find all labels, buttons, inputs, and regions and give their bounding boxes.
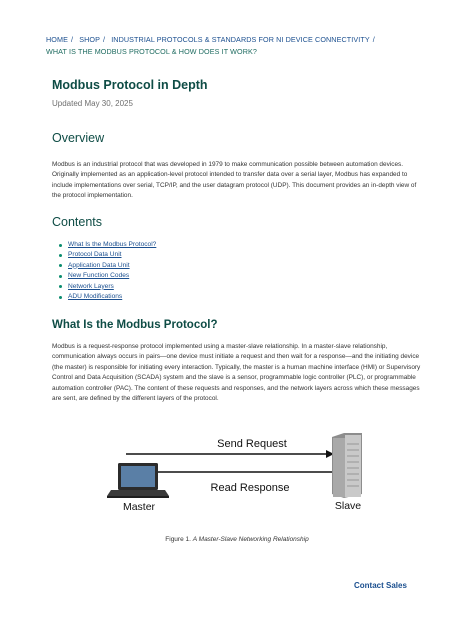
toc-link-adu-modifications[interactable]: ADU Modifications — [68, 293, 123, 301]
contents-heading: Contents — [52, 215, 103, 229]
section-text: Modbus is a request-response protocol implemented using a master-slave relationship. In a master-slave relationship, communication always occurs in pairs—one device must initiate a request and then wait for a response—and the initiating device (the master) is responsible for initiating every interaction. Typically, the master is a human machine interface (HMI) or Supervisory Control and Data Acquisition (SCADA) system and the slave is a sensor, programmable logic controller (PLC), or programmable automation controller (PAC). The content of these requests and responses, and the network layers across which these messages are sent, are defined by the different layers of the protocol. — [52, 343, 421, 403]
send-request-label: Send Request — [217, 438, 287, 450]
toc-item — [68, 261, 156, 271]
breadcrumb-shop-link[interactable]: SHOP — [79, 35, 100, 44]
page-title: Modbus Protocol in Depth — [52, 78, 208, 92]
breadcrumb-current: WHAT IS THE MODBUS PROTOCOL & HOW DOES IT WORK? — [46, 46, 258, 56]
server-icon — [332, 433, 362, 498]
master-slave-diagram — [104, 430, 366, 512]
toc-link-new-function-codes[interactable]: New Function Codes — [68, 272, 130, 280]
breadcrumb-category-link[interactable]: INDUSTRIAL PROTOCOLS & STANDARDS FOR NI DEVICE CONNECTIVITY — [111, 35, 370, 44]
toc-link-network-layers[interactable]: Network Layers — [68, 282, 114, 290]
laptop-icon — [107, 463, 169, 498]
figure-caption — [0, 536, 474, 543]
table-of-contents — [58, 240, 156, 302]
master-label: Master — [122, 501, 156, 512]
toc-link-protocol-data-unit[interactable]: Protocol Data Unit — [68, 251, 122, 259]
toc-item — [68, 250, 156, 260]
overview-heading: Overview — [52, 131, 105, 145]
breadcrumb-separator: / — [102, 35, 106, 44]
slave-label: Slave — [334, 500, 362, 512]
toc-link-application-data-unit[interactable]: Application Data Unit — [68, 261, 130, 269]
section-heading: What Is the Modbus Protocol? — [52, 319, 218, 331]
toc-item — [68, 282, 156, 292]
figure-caption-prefix: Figure 1. — [165, 536, 191, 543]
contact-sales-button[interactable]: Contact Sales — [354, 581, 407, 590]
read-response-label: Read Response — [210, 482, 290, 494]
overview-text: Modbus is an industrial protocol that was developed in 1979 to make communication possible between automation devices. Originally implemented as an application-level protocol intended to transfer data over a serial layer, Modbus has expanded to include implementations over serial, TCP/IP, and the user datagram protocol (UDP). This document provides an in-depth view of the protocol implementation. — [52, 161, 417, 200]
breadcrumb-home-link[interactable]: HOME — [46, 35, 68, 44]
breadcrumb-separator: / — [70, 35, 74, 44]
breadcrumb — [46, 34, 446, 57]
toc-item — [68, 292, 156, 302]
toc-item — [68, 240, 156, 250]
updated-date: Updated May 30, 2025 — [52, 99, 133, 108]
breadcrumb-separator: / — [372, 35, 375, 44]
figure-caption-text: A Master-Slave Networking Relationship — [192, 536, 309, 543]
toc-item — [68, 271, 156, 281]
toc-link-what-is-modbus[interactable]: What Is the Modbus Protocol? — [68, 241, 157, 248]
